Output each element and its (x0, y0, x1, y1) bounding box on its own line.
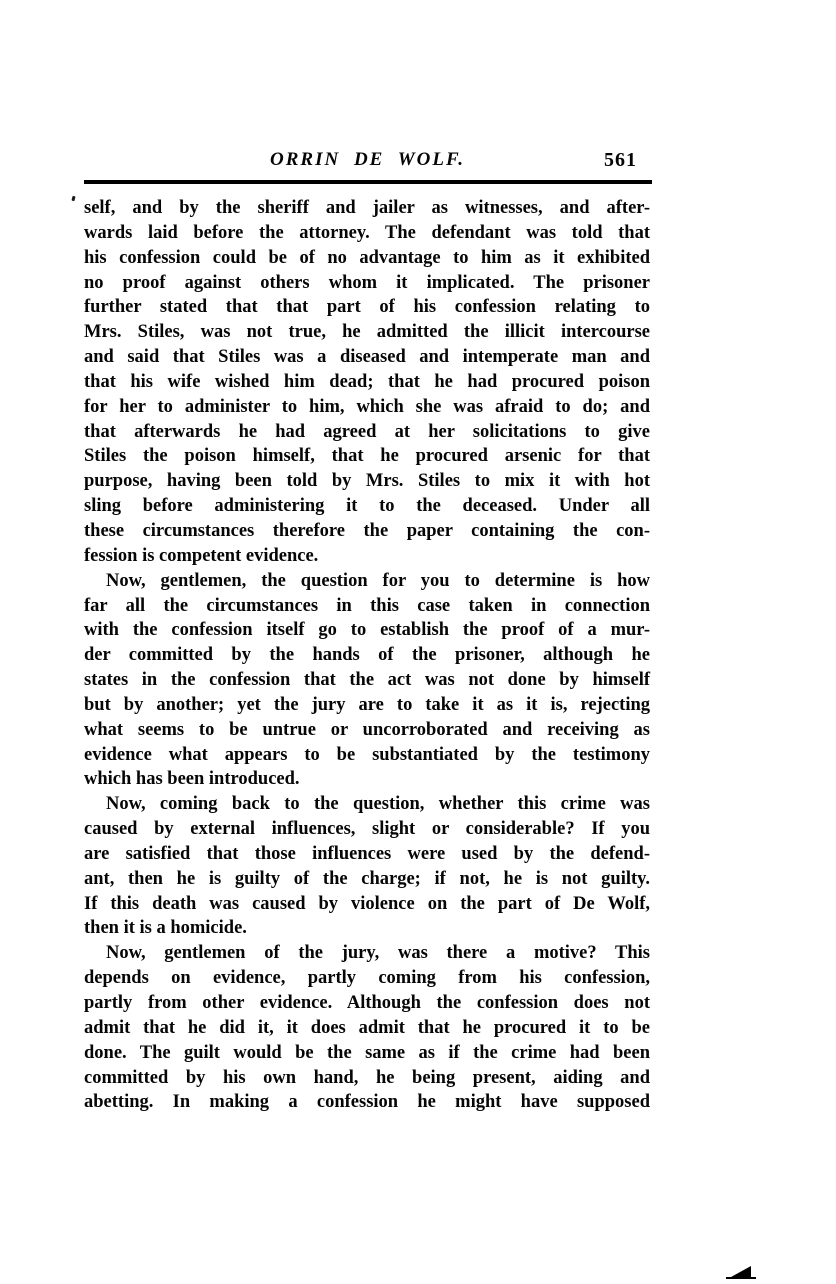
text-line: that afterwards he had agreed at her solicitations to give (84, 421, 650, 442)
text-line: states in the confession that the act was not done by himself (84, 670, 650, 691)
text-line: sling before administering it to the deceased. Under all (84, 496, 650, 517)
text-line: Stiles the poison himself, that he procured arsenic for that (84, 446, 650, 467)
page-number: 561 (604, 149, 637, 171)
text-line: admit that he did it, it does admit that he procured it to be (84, 1017, 650, 1038)
text-line: then it is a homicide. (84, 918, 247, 939)
ink-dot-icon (71, 196, 75, 202)
text-line: are satisfied that those influences were used by the defend- (84, 843, 650, 864)
text-line: abetting. In making a confession he might have supposed (84, 1092, 650, 1113)
text-line: evidence what appears to be substantiated by the testimony (84, 744, 650, 765)
text-line: Now, gentlemen, the question for you to determine is how (106, 570, 650, 591)
running-head (84, 149, 651, 175)
text-line: no proof against others whom it implicated. The prisoner (84, 272, 650, 293)
text-line: wards laid before the attorney. The defendant was told that (84, 222, 650, 243)
text-line: but by another; yet the jury are to take it as it is, rejecting (84, 694, 650, 715)
baseline-shape (726, 1277, 756, 1279)
running-head-title: ORRIN DE WOLF. (270, 149, 465, 170)
text-line: that his wife wished him dead; that he had procured poison (84, 371, 650, 392)
text-line: partly from other evidence. Although the confession does not (84, 993, 650, 1013)
text-line: which has been introduced. (84, 769, 300, 790)
triangle-shape (731, 1266, 751, 1277)
text-line: Now, coming back to the question, whether this crime was (106, 794, 650, 815)
text-line: self, and by the sheriff and jailer as witnesses, and after- (84, 198, 650, 218)
text-line: further stated that that part of his confession relating to (84, 297, 650, 318)
text-line: committed by his own hand, he being present, aiding and (84, 1067, 650, 1088)
text-line: ant, then he is guilty of the charge; if not, he is not guilty. (84, 868, 650, 889)
text-line: with the confession itself go to establish the proof of a mur- (84, 620, 650, 641)
text-line: Mrs. Stiles, was not true, he admitted the illicit intercourse (84, 322, 650, 343)
text-line: for her to administer to him, which she was afraid to do; and (84, 396, 650, 417)
page-body (84, 196, 650, 1115)
text-line: caused by external influences, slight or considerable? If you (84, 819, 650, 840)
text-line: what seems to be untrue or uncorroborated and receiving as (84, 719, 650, 740)
text-line: his confession could be of no advantage to him as it exhibited (84, 247, 650, 268)
text-line: done. The guilt would be the same as if the crime had been (84, 1042, 650, 1063)
text-line: If this death was caused by violence on the part of De Wolf, (84, 893, 650, 914)
text-line: purpose, having been told by Mrs. Stiles to mix it with hot (84, 471, 650, 492)
text-line: these circumstances therefore the paper containing the con- (84, 520, 650, 541)
text-line: depends on evidence, partly coming from his confession, (84, 968, 650, 989)
text-line: far all the circumstances in this case taken in connection (84, 595, 650, 616)
text-line: fession is competent evidence. (84, 545, 319, 566)
text-line: Now, gentlemen of the jury, was there a motive? This (106, 943, 650, 964)
ink-smudge-triangle-icon (726, 1265, 756, 1279)
text-line: and said that Stiles was a diseased and intemperate man and (84, 347, 650, 368)
text-line: der committed by the hands of the prisoner, although he (84, 645, 650, 666)
header-rule (84, 180, 652, 184)
